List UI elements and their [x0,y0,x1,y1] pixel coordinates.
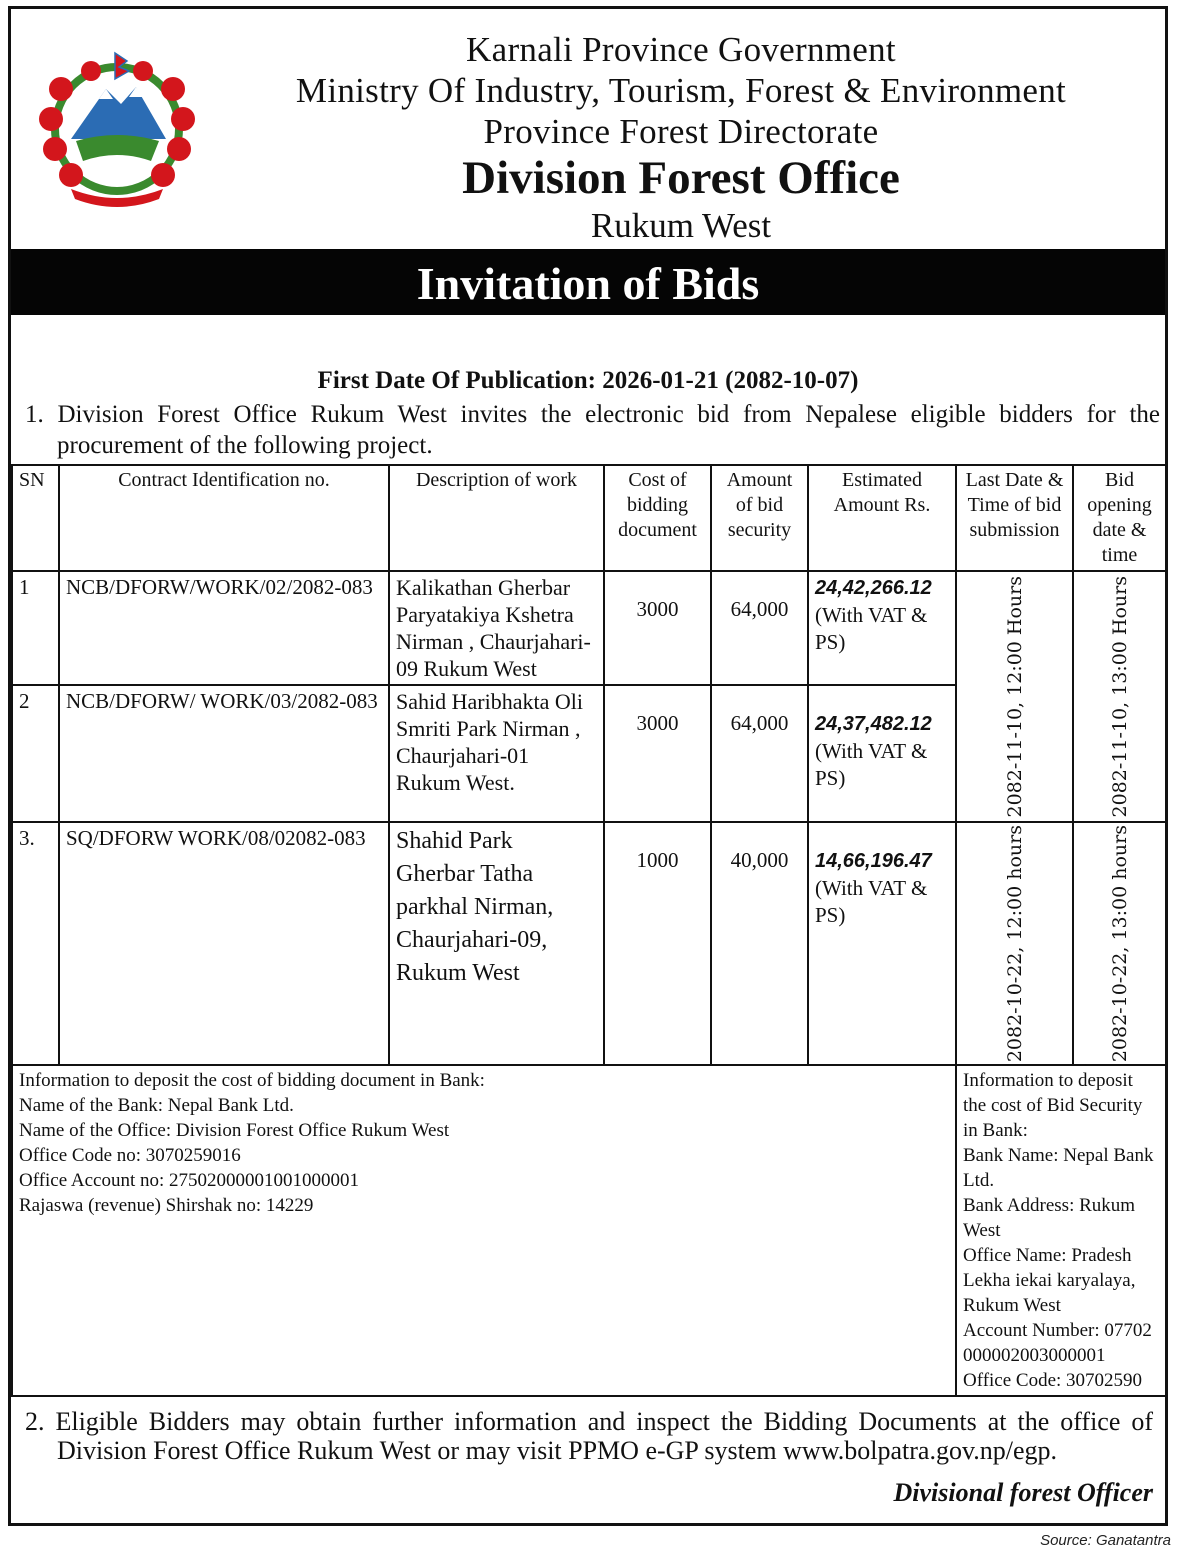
document-cost: 3000 [604,571,711,685]
bank-info-bid-security [956,1065,1166,1396]
source-credit: Source: Ganatantra [1040,1532,1171,1550]
amount-note: (With VAT & PS) [815,603,928,654]
office-name: Division Forest Office [462,152,900,204]
publication-date: First Date Of Publication: 2026-01-21 (2082-10-07) [317,367,859,394]
bank-right-line: Bank Address: Rukum West [963,1195,1136,1242]
estimated-amount [808,685,956,822]
work-description: Kalikathan Gherbar Paryatakiya Kshetra Nirman , Chaurjahari-09 Rukum West [389,571,604,685]
bank-right-line: Office Code: 30702590 [963,1370,1143,1392]
sn: 2 [12,685,59,822]
amount-value: 24,42,266.12 [815,577,932,599]
col-header: Amount of bid security [711,465,808,571]
amount-note: (With VAT & PS) [815,739,928,790]
col-header: SN [12,465,59,571]
nepal-emblem-logo [31,49,203,209]
bank-left-line: Rajaswa (revenue) Shirshak no: 14229 [19,1195,314,1217]
province-government: Karnali Province Government [466,30,896,69]
col-header: Bid opening date & time [1073,465,1166,571]
directorate-name: Province Forest Directorate [483,112,879,151]
amount-note: (With VAT & PS) [815,876,928,927]
bid-security: 64,000 [711,571,808,685]
notice-header [11,9,1165,464]
bank-left-line: Office Code no: 3070259016 [19,1145,241,1167]
table-row [12,571,1166,685]
signature-title: Divisional forest Officer [893,1478,1153,1508]
col-header: Estimated Amount Rs. [808,465,956,571]
estimated-amount [808,571,956,685]
bid-security: 40,000 [711,822,808,1065]
contract-id: NCB/DFORW/WORK/02/2082-083 [59,571,389,685]
amount-value: 14,66,196.47 [815,850,932,872]
col-header: Last Date & Time of bid submission [956,465,1073,571]
bank-right-line: Account Number: 07702000002003000001 [963,1320,1152,1367]
submission-deadline: 2082-11-10, 12:00 Hours [1003,575,1026,818]
notice-frame [8,6,1168,1526]
header-lines [211,29,1151,152]
bank-left-line: Name of the Bank: Nepal Bank Ltd. [19,1095,294,1117]
col-header: Contract Identification no. [59,465,389,571]
document-cost: 3000 [604,685,711,822]
bank-info-row [12,1065,1166,1396]
intro-paragraph: 1. Division Forest Office Rukum West invites the electronic bid from Nepalese eligible bidders for the procurement of the following project. [25,401,1160,459]
amount-value: 24,37,482.12 [815,713,932,735]
contract-id: SQ/DFORW WORK/08/02082-083 [59,822,389,1065]
bank-info-bidding-document [12,1065,956,1396]
bids-table [11,464,1167,1397]
further-info-paragraph: 2. Eligible Bidders may obtain further information and inspect the Bidding Documents at the office of Division Forest Office Rukum West or may visit PPMO e-GP system www.bolpatra.gov.np/egp. [25,1407,1153,1466]
contract-id: NCB/DFORW/ WORK/03/2082-083 [59,685,389,822]
bank-left-line: Name of the Office: Division Forest Office Rukum West [19,1120,450,1142]
table-header-row [12,465,1166,571]
bank-left-line: Office Account no: 27502000001001000001 [19,1170,360,1192]
ministry-name: Ministry Of Industry, Tourism, Forest & Environment [295,71,1067,110]
bid-security: 64,000 [711,685,808,822]
col-header: Description of work [389,465,604,571]
bank-right-line: Information to deposit the cost of Bid Security in Bank: [963,1070,1143,1142]
work-description: Shahid Park Gherbar Tatha parkhal Nirman, Chaurjahari-09, Rukum West [389,822,604,1065]
estimated-amount [808,822,956,1065]
bank-right-line: Office Name: Pradesh Lekha iekai karyalaya, Rukum West [963,1245,1136,1317]
table-row [12,822,1166,1065]
sn: 3. [12,822,59,1065]
opening-date: 2082-11-10, 13:00 Hours [1108,575,1131,818]
bank-right-line: Bank Name: Nepal Bank Ltd. [963,1145,1154,1192]
sn: 1 [12,571,59,685]
submission-deadline: 2082-10-22, 12:00 hours [1003,825,1026,1063]
document-cost: 1000 [604,822,711,1065]
notice-title: Invitation of Bids [11,249,1165,315]
work-description: Sahid Haribhakta Oli Smriti Park Nirman , Chaurjahari-01 Rukum West. [389,685,604,822]
col-header: Cost of bidding document [604,465,711,571]
opening-date: 2082-10-22, 13:00 hours [1108,825,1131,1063]
district-name: Rukum West [590,206,772,245]
bank-left-line: Information to deposit the cost of bidding document in Bank: [19,1070,485,1092]
